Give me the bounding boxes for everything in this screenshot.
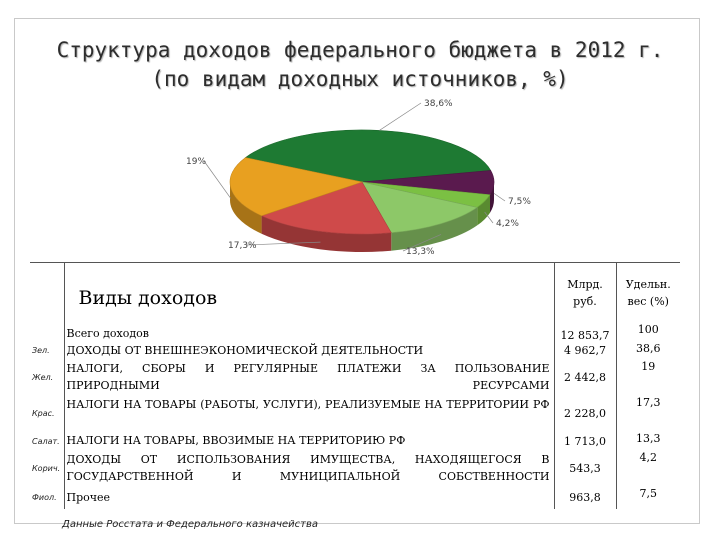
table-row — [30, 396, 680, 432]
row-description: ДОХОДЫ ОТ ИСПОЛЬЗОВАНИЯ ИМУЩЕСТВА, НАХОДЯЩЕГОСЯ В ГОСУДАРСТВЕННОЙ И МУНИЦИПАЛЬНОЙ СОБСТВЕННОСТИ — [64, 451, 554, 487]
row-share: 7,5 — [639, 486, 657, 500]
row-side-label: Крас. — [30, 396, 64, 432]
table-row — [30, 323, 680, 342]
row-description: Всего доходов — [64, 323, 554, 342]
row-share: 19 — [641, 359, 656, 373]
pie-leader-line — [204, 161, 231, 198]
table-row — [30, 487, 680, 509]
row-share: 17,3 — [636, 395, 661, 409]
row-description: НАЛОГИ НА ТОВАРЫ, ВВОЗИМЫЕ НА ТЕРРИТОРИЮ РФ — [64, 432, 554, 451]
row-share: 4,2 — [639, 450, 657, 464]
row-side-label: Жел. — [30, 360, 64, 396]
row-description: НАЛОГИ НА ТОВАРЫ (РАБОТЫ, УСЛУГИ), РЕАЛИЗУЕМЫЕ НА ТЕРРИТОРИИ РФ — [64, 396, 554, 432]
table-row — [30, 360, 680, 396]
row-share: 38,6 — [636, 341, 661, 355]
pie-leader-line — [379, 103, 421, 130]
row-amount: 963,8 — [554, 487, 616, 509]
row-share: 100 — [637, 322, 659, 336]
pie-label-purple: 7,5% — [508, 197, 531, 207]
table-row — [30, 451, 680, 487]
row-description: НАЛОГИ, СБОРЫ И РЕГУЛЯРНЫЕ ПЛАТЕЖИ ЗА ПОЛЬЗОВАНИЕ ПРИРОДНЫМИ РЕСУРСАМИ — [64, 360, 554, 396]
pie-label-lightgreen: 4,2% — [496, 219, 519, 229]
title-line-1: Структура доходов федерального бюджета в 2012 г. — [56, 38, 664, 62]
row-amount: 543,3 — [554, 451, 616, 487]
source-footnote: Данные Росстата и Федерального казначейства — [62, 519, 319, 530]
row-amount: 12 853,7 — [554, 323, 616, 342]
pie-label-lime: 13,3% — [406, 247, 435, 257]
header-side-cell — [30, 263, 64, 323]
pie-label-orange: 19% — [186, 157, 207, 167]
table-header-row — [30, 263, 680, 323]
row-amount: 2 442,8 — [554, 360, 616, 396]
income-table — [30, 262, 680, 512]
table-row — [30, 432, 680, 451]
title-line-2: (по видам доходных источников, %) — [151, 67, 569, 91]
pie-label-red: 17,3% — [228, 241, 257, 251]
pie-label-green: 38,6% — [424, 99, 453, 109]
pie-leader-line — [494, 193, 505, 201]
row-side-label: Корич. — [30, 451, 64, 487]
row-description: ДОХОДЫ ОТ ВНЕШНЕЭКОНОМИЧЕСКОЙ ДЕЯТЕЛЬНОСТИ — [64, 342, 554, 360]
row-share: 13,3 — [636, 431, 661, 445]
header-share: Удельн. вес (%) — [616, 263, 680, 323]
row-side-label: Зел. — [30, 342, 64, 360]
row-side-label: Салат. — [30, 432, 64, 451]
table-row — [30, 342, 680, 360]
row-amount: 2 228,0 — [554, 396, 616, 432]
row-amount: 4 962,7 — [554, 342, 616, 360]
row-side-label: Фиол. — [30, 487, 64, 509]
header-amount: Млрд. руб. — [554, 263, 616, 323]
row-description: Прочее — [64, 487, 554, 509]
header-name: Виды доходов — [64, 263, 554, 323]
row-side-label — [30, 323, 64, 342]
row-amount: 1 713,0 — [554, 432, 616, 451]
